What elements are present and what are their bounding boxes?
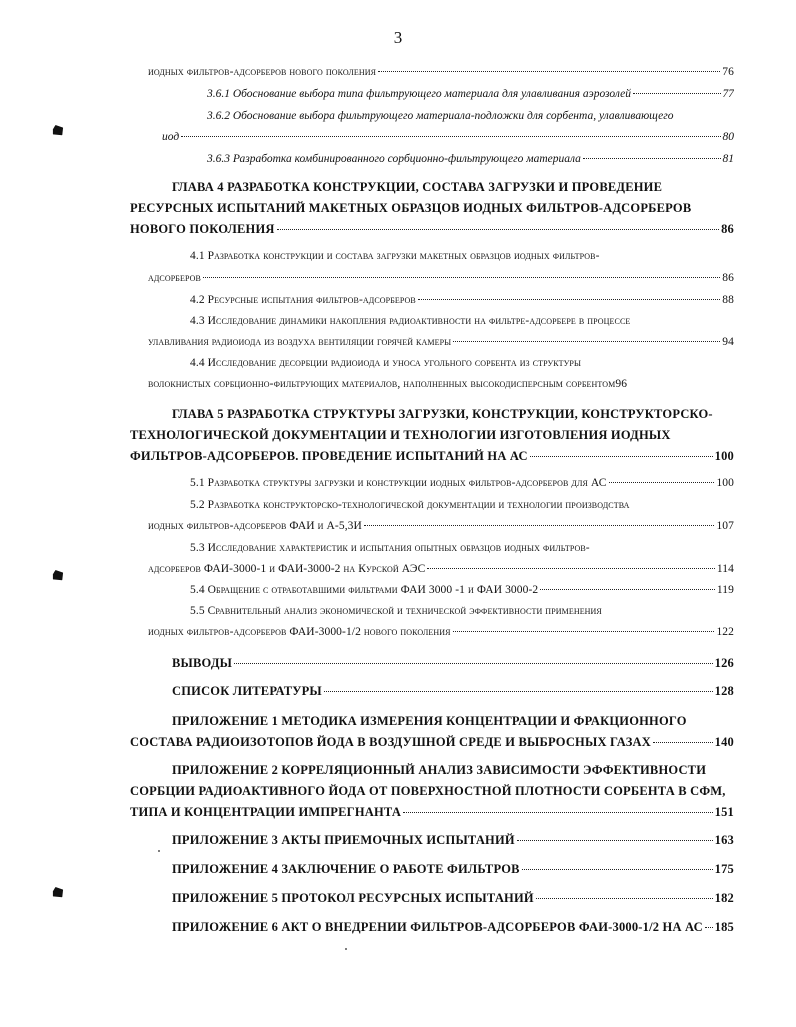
appendix-heading[interactable]	[130, 805, 734, 820]
toc-entry-line[interactable]	[190, 357, 734, 369]
toc-page-number: 126	[714, 656, 734, 670]
scan-speck	[158, 850, 160, 852]
toc-page-number: 94	[722, 336, 734, 348]
toc-entry[interactable]	[207, 88, 734, 100]
toc-entry-line[interactable]	[190, 250, 734, 262]
toc-entry[interactable]	[148, 272, 734, 284]
toc-entry-title: 5.5 Сравнительный анализ экономической и технической эффективности применения	[190, 605, 602, 617]
toc-entry-line[interactable]	[190, 499, 734, 511]
chapter-title: ФИЛЬТРОВ-АДСОРБЕРОВ. ПРОВЕДЕНИЕ ИСПЫТАНИЙ НА АС	[130, 449, 528, 463]
chapter-title: ГЛАВА 4 РАЗРАБОТКА КОНСТРУКЦИИ, СОСТАВА ЗАГРУЗКИ И ПРОВЕДЕНИЕ	[172, 180, 663, 194]
chapter-heading[interactable]	[172, 180, 734, 195]
toc-page-number: 128	[714, 684, 734, 698]
toc-entry-line[interactable]	[190, 542, 734, 554]
toc-entry[interactable]	[148, 520, 734, 532]
toc-entry-title: 3.6.3 Разработка комбинированного сорбционно-фильтрующего материала	[207, 153, 581, 165]
toc-entry-line[interactable]	[207, 110, 734, 122]
chapter-heading[interactable]	[130, 428, 734, 443]
toc-entry-title: волокнистых сорбционно-фильтрующих материалов, наполненных высокодисперсным сорбентом96	[148, 378, 628, 390]
scan-mark	[50, 568, 67, 585]
toc-entry-title: иодных фильтров-адсорберов нового поколения	[148, 66, 377, 78]
toc-page-number: 88	[722, 294, 734, 306]
appendix-heading[interactable]	[130, 735, 734, 750]
toc-page-number: 163	[714, 833, 734, 847]
appendix-heading[interactable]	[172, 891, 734, 906]
appendix-title: ПРИЛОЖЕНИЕ 3 АКТЫ ПРИЕМОЧНЫХ ИСПЫТАНИЙ	[172, 833, 515, 847]
toc-entry[interactable]	[148, 66, 734, 78]
toc-entry-title: ВЫВОДЫ	[172, 656, 233, 670]
page-number: 3	[393, 28, 403, 47]
appendix-title: СОСТАВА РАДИОИЗОТОПОВ ЙОДА В ВОЗДУШНОЙ СРЕДЕ И ВЫБРОСНЫХ ГАЗАХ	[130, 735, 651, 749]
chapter-heading[interactable]	[130, 222, 734, 237]
appendix-heading[interactable]	[172, 763, 734, 778]
appendix-title: ПРИЛОЖЕНИЕ 2 КОРРЕЛЯЦИОННЫЙ АНАЛИЗ ЗАВИСИМОСТИ ЭФФЕКТИВНОСТИ	[172, 763, 707, 777]
toc-entry-title: 5.3 Исследование характеристик и испытания опытных образцов иодных фильтров-	[190, 542, 590, 554]
appendix-heading[interactable]	[130, 784, 734, 799]
toc-entry-title: улавливания радиоиода из воздуха вентиляции горячей камеры	[148, 336, 452, 348]
toc-entry-title: 3.6.2 Обоснование выбора фильтрующего материала-подложки для сорбента, улавливающего	[207, 110, 674, 122]
toc-entry-title: 4.2 Ресурсные испытания фильтров-адсорберов	[190, 294, 416, 306]
toc-entry[interactable]	[148, 378, 738, 390]
toc-page-number: 81	[722, 153, 734, 165]
toc-entry-line[interactable]	[190, 315, 734, 327]
toc-entry-title: 5.4 Обращение с отработавшими фильтрами ФАИ 3000 -1 и ФАИ 3000-2	[190, 584, 539, 596]
toc-entry[interactable]	[162, 131, 734, 143]
scan-mark	[50, 123, 67, 140]
chapter-heading[interactable]	[172, 407, 734, 422]
chapter-heading[interactable]	[130, 449, 734, 464]
appendix-heading[interactable]	[172, 920, 734, 935]
toc-page-number: 182	[714, 891, 734, 905]
toc-entry-title: адсорберов ФАИ-3000-1 и ФАИ-3000-2 на Курской АЭС	[148, 563, 426, 575]
appendix-title: ПРИЛОЖЕНИЕ 6 АКТ О ВНЕДРЕНИИ ФИЛЬТРОВ-АДСОРБЕРОВ ФАИ-3000-1/2 НА АС	[172, 920, 703, 934]
toc-page-number: 100	[716, 477, 734, 489]
chapter-title: ТЕХНОЛОГИЧЕСКОЙ ДОКУМЕНТАЦИИ И ТЕХНОЛОГИИ ИЗГОТОВЛЕНИЯ ИОДНЫХ	[130, 428, 671, 442]
chapter-heading[interactable]	[130, 201, 734, 216]
toc-page-number: 151	[714, 805, 734, 819]
toc-entry-title: 4.1 Разработка конструкции и состава загрузки макетных образцов иодных фильтров-	[190, 250, 600, 262]
toc-entry-title: иод	[162, 131, 180, 143]
toc-entry-title: адсорберов	[148, 272, 201, 284]
toc-entry-conclusions[interactable]	[172, 656, 734, 671]
chapter-title: ГЛАВА 5 РАЗРАБОТКА СТРУКТУРЫ ЗАГРУЗКИ, КОНСТРУКЦИИ, КОНСТРУКТОРСКО-	[172, 407, 713, 421]
chapter-title: РЕСУРСНЫХ ИСПЫТАНИЙ МАКЕТНЫХ ОБРАЗЦОВ ИОДНЫХ ФИЛЬТРОВ-АДСОРБЕРОВ	[130, 201, 692, 215]
toc-entry-line[interactable]	[190, 605, 734, 617]
toc-entry-title: 4.4 Исследование десорбции радиоиода и уноса угольного сорбента из структуры	[190, 357, 582, 369]
toc-entry-literature[interactable]	[172, 684, 734, 699]
appendix-heading[interactable]	[172, 833, 734, 848]
appendix-heading[interactable]	[172, 714, 734, 729]
toc-page-number: 119	[716, 584, 734, 596]
toc-entry-title: иодных фильтров-адсорберов ФАИ-3000-1/2 нового поколения	[148, 626, 451, 638]
toc-entry[interactable]	[190, 477, 734, 489]
appendix-title: ПРИЛОЖЕНИЕ 5 ПРОТОКОЛ РЕСУРСНЫХ ИСПЫТАНИЙ	[172, 891, 534, 905]
appendix-heading[interactable]	[172, 862, 734, 877]
appendix-title: ПРИЛОЖЕНИЕ 1 МЕТОДИКА ИЗМЕРЕНИЯ КОНЦЕНТРАЦИИ И ФРАКЦИОННОГО	[172, 714, 687, 728]
appendix-title: СОРБЦИИ РАДИОАКТИВНОГО ЙОДА ОТ ПОВЕРХНОСТНОЙ ПЛОТНОСТИ СОРБЕНТА В СФМ,	[130, 784, 726, 798]
toc-entry-title: 4.3 Исследование динамики накопления радиоактивности на фильтре-адсорбере в процессе	[190, 315, 631, 327]
appendix-title: ПРИЛОЖЕНИЕ 4 ЗАКЛЮЧЕНИЕ О РАБОТЕ ФИЛЬТРОВ	[172, 862, 520, 876]
toc-entry[interactable]	[148, 563, 734, 575]
toc-entry[interactable]	[190, 294, 734, 306]
toc-entry-title: 5.1 Разработка структуры загрузки и конструкции иодных фильтров-адсорберов для АС	[190, 477, 607, 489]
toc-page-number: 76	[722, 66, 734, 78]
toc-page-number: 86	[722, 272, 734, 284]
scan-mark	[50, 885, 67, 902]
toc-page-number: 100	[714, 449, 734, 463]
toc-page-number: 122	[716, 626, 734, 638]
toc-page-number: 77	[722, 88, 734, 100]
toc-page-number: 140	[714, 735, 734, 749]
appendix-title: ТИПА И КОНЦЕНТРАЦИИ ИМПРЕГНАНТА	[130, 805, 402, 819]
toc-entry-title: СПИСОК ЛИТЕРАТУРЫ	[172, 684, 322, 698]
toc-entry-title: 3.6.1 Обоснование выбора типа фильтрующего материала для улавливания аэрозолей	[207, 88, 631, 100]
toc-page-number: 107	[716, 520, 734, 532]
toc-entry-title: иодных фильтров-адсорберов ФАИ и А-5,3И	[148, 520, 362, 532]
toc-page-number: 175	[714, 862, 734, 876]
chapter-title: НОВОГО ПОКОЛЕНИЯ	[130, 222, 275, 236]
scan-speck	[345, 948, 347, 950]
toc-entry[interactable]	[207, 153, 734, 165]
toc-page-number: 86	[721, 222, 734, 236]
toc-entry-title: 5.2 Разработка конструкторско-технологической документации и технологии производства	[190, 499, 630, 511]
toc-entry[interactable]	[148, 626, 734, 638]
toc-page-number: 185	[714, 920, 734, 934]
toc-entry[interactable]	[148, 336, 734, 348]
toc-page-number: 80	[722, 131, 734, 143]
toc-page-number: 114	[716, 563, 734, 575]
toc-entry[interactable]	[190, 584, 734, 596]
